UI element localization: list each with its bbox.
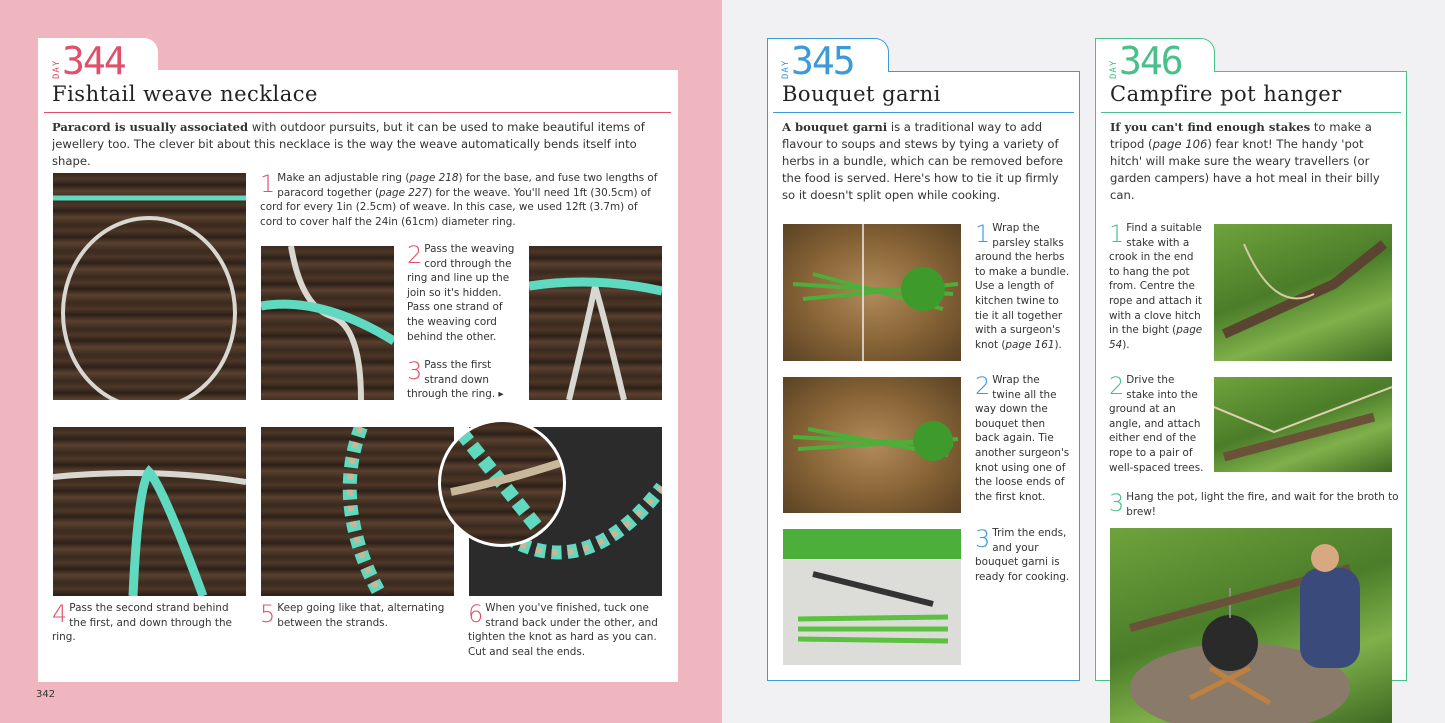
title-rule — [44, 112, 671, 113]
project-title: Campfire pot hanger — [1110, 82, 1342, 106]
day-label: DAY — [781, 59, 791, 79]
necklace-ring-photo — [53, 173, 246, 400]
project-intro: A bouquet garni is a traditional way to add flavour to soups and stews by tying a variety of herbs in a bundle, which can be removed before the food is served. Here's how to tie it up firmly so it doesn't split open while cooking. — [782, 120, 1064, 202]
project-intro: If you can't find enough stakes to make a tripod (page 106) fear knot! The handy 'pot hitch' will make sure the weary travellers (or garden campers) have a hot meal in their billy can. — [1110, 120, 1380, 202]
herb-bundle-photo — [783, 224, 961, 361]
step-1: 1 Find a suitable stake with a crook in the end to hang the pot from. Centre the rope and attach it with a clove hitch in the bight (page 54). — [1109, 220, 1203, 351]
step-2: 2 Wrap the twine all the way down the bouquet then back again. Tie another surgeon's knot using one of the loose ends of the first knot. — [975, 372, 1070, 503]
day-number: 346 — [1119, 39, 1182, 83]
weave-second-strand-photo — [53, 427, 246, 596]
step-2: 2 Pass the weaving cord through the ring and line up the join so it's hidden. Pass one strand of the weaving cord behind the other. — [407, 241, 515, 343]
title-rule — [1101, 112, 1401, 113]
day-label: DAY — [1109, 59, 1119, 79]
page-number: 342 — [36, 689, 56, 700]
step-4: 4 Pass the second strand behind the first, and down through the ring. — [52, 600, 232, 644]
herb-wrapped-photo — [783, 377, 961, 513]
step-3: 3 Trim the ends, and your bouquet garni is ready for cooking. — [975, 525, 1070, 583]
weave-start-photo — [261, 246, 394, 400]
step-1: 1 Make an adjustable ring (page 218) for the base, and fuse two lengths of paracord together (page 227) for the weave. You'll need 1ft (30.5cm) of cord for every 1in (2.5cm) of weave. In this case, we used 12ft (3.7m) of cord to cover half the 24in (61cm) diameter ring. — [260, 170, 658, 228]
step-3: 3 Pass the first strand down through the ring. ▸ — [407, 357, 504, 401]
stake-driven-photo — [1214, 377, 1392, 472]
title-rule — [773, 112, 1074, 113]
project-title: Fishtail weave necklace — [52, 82, 318, 106]
step-3: 3 Hang the pot, light the fire, and wait for the broth to brew! — [1109, 489, 1399, 518]
step-2: 2 Drive the stake into the ground at an angle, and attach either end of the rope to a pair of well-spaced trees. — [1109, 372, 1204, 474]
project-title: Bouquet garni — [782, 82, 941, 106]
step-5: 5 Keep going like that, alternating between the strands. — [260, 600, 445, 629]
herb-trimmed-photo — [783, 529, 961, 665]
campfire-photo — [1110, 528, 1392, 723]
weave-through-photo — [529, 246, 662, 400]
day-label: DAY — [52, 59, 62, 79]
weave-alternating-photo — [261, 427, 454, 596]
knot-closeup-photo — [438, 419, 566, 547]
stake-photo — [1214, 224, 1392, 361]
day-number: 345 — [791, 39, 854, 83]
step-1: 1 Wrap the parsley stalks around the herbs to make a bundle. Use a length of kitchen twine to tie it all together with a surgeon's knot (page 161). — [975, 220, 1070, 351]
step-6: 6 When you've finished, tuck one strand back under the other, and tighten the knot as hard as you can. Cut and seal the ends. — [468, 600, 658, 658]
day-number: 344 — [62, 39, 125, 83]
project-intro: Paracord is usually associated with outdoor pursuits, but it can be used to make beautiful items of jewellery too. The clever bit about this necklace is the way the weave automatically bends itself into shape. — [52, 120, 645, 168]
